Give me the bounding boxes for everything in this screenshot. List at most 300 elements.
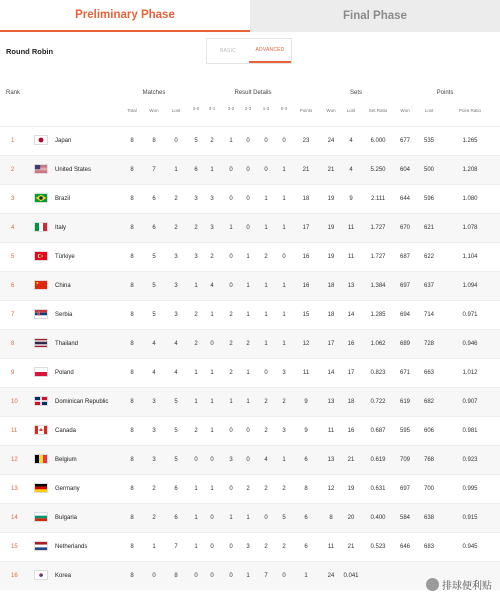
stat-cell: 0.687 (370, 428, 386, 434)
stat-cell: 3 (174, 254, 178, 260)
stat-cell: 0 (246, 138, 250, 144)
stat-cell: 21 (302, 167, 310, 173)
stat-cell: 8 (130, 225, 134, 231)
team-name[interactable]: Germany (55, 486, 80, 492)
stat-cell: 11 (327, 544, 335, 550)
stat-cell: 621 (423, 225, 435, 231)
points-header: Points (436, 90, 454, 96)
stat-cell: 2 (152, 486, 156, 492)
belgium-flag-icon (34, 454, 48, 464)
stat-cell: 1 (229, 399, 233, 405)
stat-cell: 6 (304, 457, 308, 463)
stat-cell: 2 (174, 225, 178, 231)
stat-cell: 4 (264, 457, 268, 463)
stat-cell: 0 (229, 254, 233, 260)
col-header-11: Lost (346, 108, 356, 113)
team-name[interactable]: Korea (55, 573, 72, 579)
stat-cell: 19 (327, 196, 335, 202)
stat-cell: 18 (327, 283, 335, 289)
stat-cell: 1 (246, 573, 250, 579)
stat-cell: 0.631 (370, 486, 386, 492)
table-row[interactable] (0, 300, 500, 329)
stat-cell: 2 (229, 341, 233, 347)
stat-cell: 637 (423, 283, 435, 289)
turkiye-flag-icon (34, 251, 48, 261)
stat-cell: 0 (246, 457, 250, 463)
stat-cell: 1 (194, 370, 198, 376)
poland-flag-icon (34, 367, 48, 377)
stat-cell: 1 (210, 167, 214, 173)
stat-cell: 5 (152, 283, 156, 289)
stat-cell: 677 (399, 138, 411, 144)
stat-cell: 8 (130, 457, 134, 463)
team-name[interactable]: Serbia (55, 312, 73, 318)
stat-cell: 17 (347, 370, 355, 376)
table-row[interactable] (0, 387, 500, 416)
stat-cell: 6 (174, 515, 178, 521)
rank-cell: 11 (11, 428, 18, 434)
stat-cell: 8 (329, 515, 333, 521)
rank-cell: 7 (11, 312, 15, 318)
team-name[interactable]: Dominican Republic (55, 399, 109, 405)
stat-cell: 1 (246, 312, 250, 318)
netherlands-flag-icon (34, 541, 48, 551)
stat-cell: 8 (130, 399, 134, 405)
stat-cell: 2 (210, 254, 214, 260)
stat-cell: 11 (347, 225, 355, 231)
stat-cell: 19 (347, 486, 355, 492)
china-flag-icon (34, 280, 48, 290)
toggle-basic-button[interactable]: BASIC (219, 48, 236, 54)
stat-cell: 0.981 (462, 428, 478, 434)
stat-cell: 23 (302, 138, 310, 144)
stat-cell: 1.265 (462, 138, 478, 144)
stat-cell: 0 (282, 573, 286, 579)
stat-cell: 1.208 (462, 167, 478, 173)
stat-cell: 21 (347, 457, 355, 463)
stat-cell: 8 (130, 544, 134, 550)
stat-cell: 8 (304, 486, 308, 492)
stat-cell: 0 (210, 457, 214, 463)
stat-cell: 2 (282, 486, 286, 492)
col-header-5: 3-2 (227, 106, 235, 111)
stat-cell: 2 (282, 544, 286, 550)
stat-cell: 535 (423, 138, 435, 144)
stat-cell: 3 (282, 370, 286, 376)
stat-cell: 2 (194, 428, 198, 434)
stat-cell: 604 (399, 167, 411, 173)
stat-cell: 1 (152, 544, 156, 550)
stat-cell: 1 (264, 341, 268, 347)
stat-cell: 8 (130, 283, 134, 289)
view-toggle (206, 38, 292, 64)
standings-table (0, 126, 500, 590)
stat-cell: 0.722 (370, 399, 386, 405)
stat-cell: 17 (302, 225, 310, 231)
stat-cell: 11 (327, 428, 335, 434)
table-row[interactable] (0, 329, 500, 358)
stat-cell: 2 (174, 196, 178, 202)
stat-cell: 584 (399, 515, 411, 521)
brazil-flag-icon (34, 193, 48, 203)
table-row[interactable] (0, 474, 500, 503)
watermark (426, 577, 492, 592)
stat-cell: 4 (152, 341, 156, 347)
stat-cell: 0 (174, 138, 178, 144)
stat-cell: 596 (423, 196, 435, 202)
stat-cell: 1 (246, 254, 250, 260)
stat-cell: 1 (282, 312, 286, 318)
dominican-republic-flag-icon (34, 396, 48, 406)
stat-cell: 6 (152, 225, 156, 231)
stat-cell: 671 (399, 370, 411, 376)
stat-cell: 14 (347, 312, 355, 318)
stat-cell: 9 (349, 196, 353, 202)
stat-cell: 8 (130, 370, 134, 376)
col-header-1: Won (149, 108, 159, 113)
result-details-header: Result Details (234, 90, 272, 96)
team-name[interactable]: Italy (55, 225, 67, 231)
japan-flag-icon (34, 135, 48, 145)
serbia-flag-icon (34, 309, 48, 319)
team-name[interactable]: United States (55, 167, 92, 173)
tab-preliminary-phase[interactable]: Preliminary Phase (0, 0, 250, 32)
rank-cell: 13 (11, 486, 18, 492)
stat-cell: 1 (229, 138, 233, 144)
stat-cell: 697 (399, 486, 411, 492)
rank-cell: 10 (11, 399, 18, 405)
stat-cell: 16 (347, 341, 355, 347)
stat-cell: 0 (152, 573, 156, 579)
col-header-12: Set Ratio (368, 108, 388, 113)
stat-cell: 3 (194, 196, 198, 202)
col-header-13: Won (400, 108, 410, 113)
stat-cell: 0 (264, 370, 268, 376)
stat-cell: 1.384 (370, 283, 386, 289)
stat-cell: 6 (304, 515, 308, 521)
thailand-flag-icon (34, 338, 48, 348)
wechat-icon (426, 578, 439, 591)
stat-cell: 5 (174, 457, 178, 463)
stat-cell: 11 (347, 254, 355, 260)
stat-cell: 9 (304, 428, 308, 434)
table-row[interactable] (0, 271, 500, 300)
team-name[interactable]: China (55, 283, 71, 289)
stat-cell: 3 (174, 312, 178, 318)
stat-cell: 2 (229, 312, 233, 318)
team-name[interactable]: Thailand (55, 341, 79, 347)
stat-cell: 4 (152, 370, 156, 376)
stat-cell: 16 (347, 428, 355, 434)
stat-cell: 11 (302, 370, 310, 376)
stat-cell: 1 (229, 225, 233, 231)
stat-cell: 13 (347, 283, 355, 289)
stat-cell: 3 (152, 457, 156, 463)
stat-cell: 687 (399, 254, 411, 260)
stat-cell: 638 (423, 515, 435, 521)
stat-cell: 6 (304, 544, 308, 550)
section-header (0, 36, 500, 66)
rank-cell: 15 (11, 544, 18, 550)
stat-cell: 1 (210, 399, 214, 405)
team-name[interactable]: Japan (55, 138, 72, 144)
stat-cell: 6 (194, 167, 198, 173)
stat-cell: 2 (194, 341, 198, 347)
stat-cell: 2 (264, 254, 268, 260)
stat-cell: 18 (347, 399, 355, 405)
stat-cell: 1 (174, 167, 178, 173)
stat-cell: 1 (264, 312, 268, 318)
table-row[interactable] (0, 358, 500, 387)
team-name[interactable]: Bulgaria (55, 515, 78, 521)
stat-cell: 1.012 (462, 370, 478, 376)
phase-tabs (0, 0, 500, 32)
rank-cell: 9 (11, 370, 15, 376)
rank-cell: 14 (11, 515, 18, 521)
stat-cell: 682 (423, 399, 435, 405)
stat-cell: 2 (152, 515, 156, 521)
stat-cell: 12 (327, 486, 335, 492)
section-title: Round Robin (6, 47, 54, 56)
table-row[interactable] (0, 561, 500, 590)
stat-cell: 1 (264, 283, 268, 289)
table-row[interactable] (0, 532, 500, 561)
stat-cell: 2 (210, 138, 214, 144)
rank-cell: 8 (11, 341, 15, 347)
stat-cell: 500 (423, 167, 435, 173)
col-header-9: Points (299, 108, 313, 113)
table-row[interactable] (0, 155, 500, 184)
stat-cell: 768 (423, 457, 435, 463)
stat-cell: 14 (327, 370, 335, 376)
stat-cell: 4 (174, 370, 178, 376)
stat-cell: 1.094 (462, 283, 478, 289)
stat-cell: 8 (152, 138, 156, 144)
stat-cell: 12 (302, 341, 310, 347)
stat-cell: 2 (264, 399, 268, 405)
stat-cell: 0.946 (462, 341, 478, 347)
stat-cell: 1.727 (370, 225, 386, 231)
table-row[interactable] (0, 242, 500, 271)
stat-cell: 0 (246, 167, 250, 173)
stat-cell: 595 (399, 428, 411, 434)
stat-cell: 0 (246, 225, 250, 231)
stat-cell: 697 (399, 283, 411, 289)
stat-cell: 5 (174, 428, 178, 434)
stat-cell: 619 (399, 399, 411, 405)
stat-cell: 1.078 (462, 225, 478, 231)
stat-cell: 1.285 (370, 312, 386, 318)
italy-flag-icon (34, 222, 48, 232)
stat-cell: 6 (174, 486, 178, 492)
stat-cell: 1 (282, 167, 286, 173)
rank-cell: 2 (11, 167, 15, 173)
stat-cell: 0.923 (462, 457, 478, 463)
col-header-15: Point Ratio (458, 108, 482, 113)
table-row[interactable] (0, 184, 500, 213)
team-name[interactable]: Brazil (55, 196, 71, 202)
table-row[interactable] (0, 503, 500, 532)
stat-cell: 13 (327, 457, 335, 463)
stat-cell: 5 (282, 515, 286, 521)
stat-cell: 0 (210, 544, 214, 550)
stat-cell: 0 (210, 515, 214, 521)
stat-cell: 3 (194, 254, 198, 260)
stat-cell: 2 (246, 486, 250, 492)
stat-cell: 8 (130, 138, 134, 144)
stat-cell: 622 (423, 254, 435, 260)
col-header-2: Lost (171, 108, 181, 113)
stat-cell: 689 (399, 341, 411, 347)
col-header-0: Total (127, 108, 137, 113)
stat-cell: 3 (152, 428, 156, 434)
stat-cell: 0.619 (370, 457, 386, 463)
team-name[interactable]: Poland (55, 370, 74, 376)
table-row[interactable] (0, 213, 500, 242)
stat-cell: 1 (210, 312, 214, 318)
stat-cell: 1 (194, 399, 198, 405)
stat-cell: 2 (194, 312, 198, 318)
col-header-10: Won (326, 108, 336, 113)
stat-cell: 24 (327, 138, 335, 144)
stat-cell: 4 (174, 341, 178, 347)
stat-cell: 8 (130, 167, 134, 173)
rank-cell: 4 (11, 225, 15, 231)
stat-cell: 0 (229, 573, 233, 579)
stat-cell: 8 (130, 196, 134, 202)
stat-cell: 8 (130, 573, 134, 579)
stat-cell: 1.104 (462, 254, 478, 260)
stat-cell: 0 (246, 428, 250, 434)
stat-cell: 646 (399, 544, 411, 550)
toggle-advanced-button[interactable]: ADVANCED (249, 39, 291, 63)
stat-cell: 7 (152, 167, 156, 173)
stat-cell: 1 (246, 283, 250, 289)
stat-cell: 606 (423, 428, 435, 434)
stat-cell: 0 (229, 486, 233, 492)
stat-cell: 7 (264, 573, 268, 579)
team-name[interactable]: Canada (55, 428, 77, 434)
stat-cell: 714 (423, 312, 435, 318)
stat-cell: 1 (210, 486, 214, 492)
table-row[interactable] (0, 445, 500, 474)
col-header-6: 2-3 (244, 106, 252, 111)
stat-cell: 3 (174, 283, 178, 289)
stat-cell: 728 (423, 341, 435, 347)
canada-flag-icon (34, 425, 48, 435)
stat-cell: 0 (264, 515, 268, 521)
table-row[interactable] (0, 416, 500, 445)
stat-cell: 1.727 (370, 254, 386, 260)
table-row[interactable] (0, 126, 500, 155)
team-name[interactable]: Netherlands (55, 544, 88, 550)
usa-flag-icon (34, 164, 48, 174)
rank-header: Rank (6, 90, 21, 96)
stat-cell: 0 (229, 283, 233, 289)
stat-cell: 21 (327, 167, 335, 173)
stat-cell: 1 (194, 515, 198, 521)
stat-cell: 5 (152, 312, 156, 318)
stat-cell: 683 (423, 544, 435, 550)
stat-cell: 4 (349, 138, 353, 144)
stat-cell: 644 (399, 196, 411, 202)
stat-cell: 0.915 (462, 515, 478, 521)
stat-cell: 1 (246, 515, 250, 521)
stat-cell: 21 (347, 544, 355, 550)
stat-cell: 1 (282, 341, 286, 347)
stat-cell: 8 (130, 312, 134, 318)
rank-cell: 5 (11, 254, 15, 260)
stat-cell: 0 (229, 167, 233, 173)
stat-cell: 1 (264, 196, 268, 202)
stat-cell: 0 (246, 196, 250, 202)
stat-cell: 2 (229, 370, 233, 376)
stat-cell: 2 (264, 428, 268, 434)
stat-cell: 7 (174, 544, 178, 550)
stat-cell: 6 (152, 196, 156, 202)
team-name[interactable]: Belgium (55, 457, 77, 463)
stat-cell: 5 (194, 138, 198, 144)
stat-cell: 1 (210, 428, 214, 434)
stat-cell: 694 (399, 312, 411, 318)
stat-cell: 5 (152, 254, 156, 260)
stat-cell: 8 (130, 254, 134, 260)
stat-cell: 700 (423, 486, 435, 492)
stat-cell: 0 (229, 544, 233, 550)
tab-final-phase[interactable]: Final Phase (250, 0, 500, 32)
korea-flag-icon (34, 570, 48, 580)
stat-cell: 0 (210, 573, 214, 579)
rank-cell: 6 (11, 283, 15, 289)
stat-cell: 19 (327, 225, 335, 231)
stat-cell: 1 (246, 370, 250, 376)
stat-cell: 0 (264, 138, 268, 144)
stat-cell: 663 (423, 370, 435, 376)
stat-cell: 0.041 (343, 573, 359, 579)
stat-cell: 5 (174, 399, 178, 405)
stat-cell: 709 (399, 457, 411, 463)
col-header-3: 3-0 (192, 106, 200, 111)
team-name[interactable]: Türkiye (55, 254, 75, 260)
stat-cell: 8 (130, 515, 134, 521)
stat-cell: 3 (246, 544, 250, 550)
stat-cell: 0.995 (462, 486, 478, 492)
stat-cell: 1 (210, 370, 214, 376)
stat-cell: 5.250 (370, 167, 386, 173)
stat-cell: 1 (229, 515, 233, 521)
stat-cell: 1 (194, 283, 198, 289)
stat-cell: 1 (282, 457, 286, 463)
stat-cell: 3 (210, 225, 214, 231)
rank-cell: 12 (11, 457, 18, 463)
stat-cell: 0 (229, 428, 233, 434)
stat-cell: 1 (194, 544, 198, 550)
stat-cell: 3 (152, 399, 156, 405)
stat-cell: 6.000 (370, 138, 386, 144)
stat-cell: 2 (264, 486, 268, 492)
stat-cell: 8 (174, 573, 178, 579)
stat-cell: 1.062 (370, 341, 386, 347)
bulgaria-flag-icon (34, 512, 48, 522)
stat-cell: 0 (264, 167, 268, 173)
stat-cell: 17 (327, 341, 335, 347)
stat-cell: 3 (210, 196, 214, 202)
stat-cell: 3 (282, 428, 286, 434)
stat-cell: 0 (282, 254, 286, 260)
stat-cell: 2 (194, 225, 198, 231)
stat-cell: 8 (130, 341, 134, 347)
stat-cell: 670 (399, 225, 411, 231)
